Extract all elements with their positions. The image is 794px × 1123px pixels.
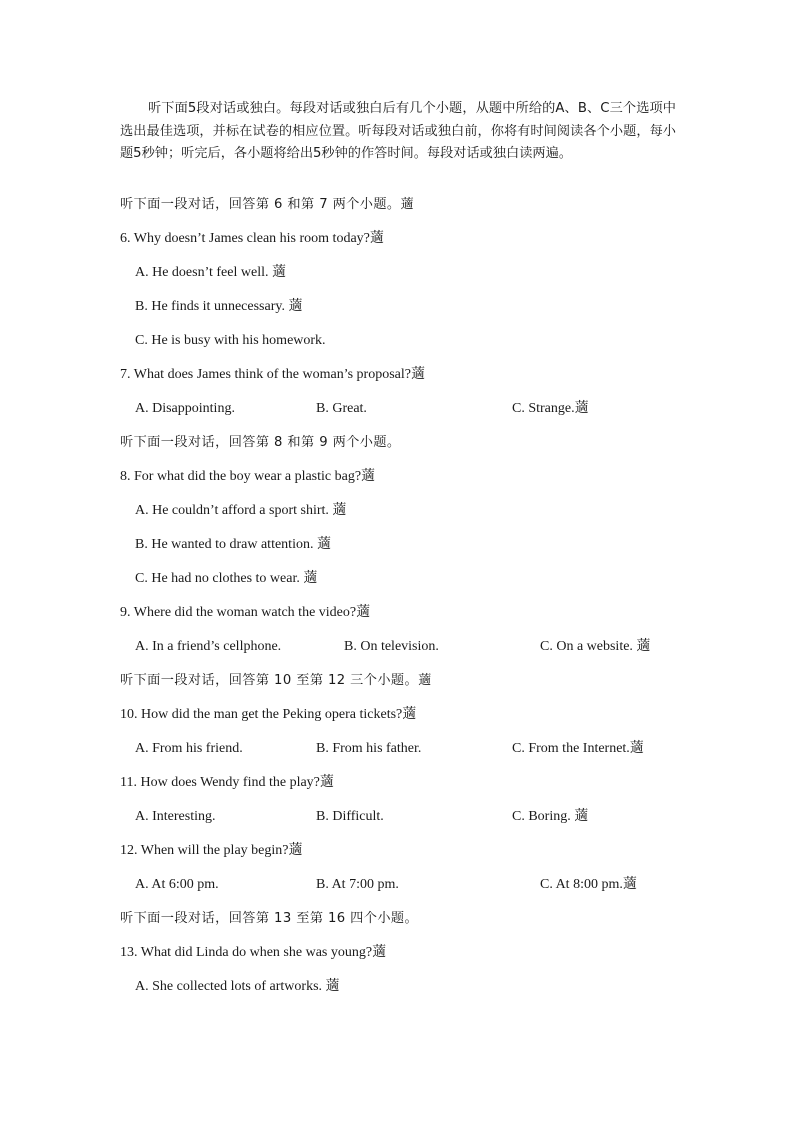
section-heading-3: 听下面一段对话，回答第 10 至第 12 三个小题。藡	[120, 673, 432, 688]
q8-option-a: A. He couldn’t afford a sport shirt. 藡	[135, 503, 347, 518]
question-9: 9. Where did the woman watch the video?藡	[120, 605, 371, 620]
section-heading-1: 听下面一段对话，回答第 6 和第 7 两个小题。藡	[120, 197, 415, 212]
question-12: 12. When will the play begin?藡	[120, 843, 303, 858]
q6-option-c: C. He is busy with his homework.	[135, 333, 326, 348]
question-11: 11. How does Wendy find the play?藡	[120, 775, 334, 790]
q12-option-a: A. At 6:00 pm.	[135, 877, 219, 892]
q6-option-a: A. He doesn’t feel well. 藡	[135, 265, 286, 280]
q12-option-c: C. At 8:00 pm.藡	[540, 877, 637, 892]
q10-option-c: C. From the Internet.藡	[512, 741, 644, 756]
question-10: 10. How did the man get the Peking opera tickets?藡	[120, 707, 417, 722]
q10-option-a: A. From his friend.	[135, 741, 243, 756]
q12-option-b: B. At 7:00 pm.	[316, 877, 399, 892]
q7-option-c: C. Strange.藡	[512, 401, 589, 416]
q9-option-b: B. On television.	[344, 639, 439, 654]
question-6: 6. Why doesn’t James clean his room today?藡	[120, 231, 384, 246]
section-heading-2: 听下面一段对话，回答第 8 和第 9 两个小题。	[120, 435, 401, 450]
q13-option-a: A. She collected lots of artworks. 藡	[135, 979, 340, 994]
q11-option-b: B. Difficult.	[316, 809, 384, 824]
q10-option-b: B. From his father.	[316, 741, 422, 756]
q9-option-a: A. In a friend’s cellphone.	[135, 639, 282, 654]
q11-option-a: A. Interesting.	[135, 809, 216, 824]
q7-option-a: A. Disappointing.	[135, 401, 235, 416]
section-heading-4: 听下面一段对话，回答第 13 至第 16 四个小题。	[120, 911, 419, 926]
q7-option-b: B. Great.	[316, 401, 367, 416]
q8-option-b: B. He wanted to draw attention. 藡	[135, 537, 331, 552]
q9-option-c: C. On a website. 藡	[540, 639, 651, 654]
q8-option-c: C. He had no clothes to wear. 藡	[135, 571, 318, 586]
question-7: 7. What does James think of the woman’s proposal?藡	[120, 367, 425, 382]
q6-option-b: B. He finds it unnecessary. 藡	[135, 299, 303, 314]
question-8: 8. For what did the boy wear a plastic bag?藡	[120, 469, 376, 484]
question-13: 13. What did Linda do when she was young?藡	[120, 945, 387, 960]
instructions-paragraph: 听下面5段对话或独白。每段对话或独白后有几个小题，从题中所给的A、B、C三个选项中选出最佳选项，并标在试卷的相应位置。听每段对话或独白前，你将有时间阅读各个小题，每小题5秒钟；听完后，各小题将给出5秒钟的作答时间。每段对话或独白读两遍。	[120, 101, 676, 162]
q11-option-c: C. Boring. 藡	[512, 809, 589, 824]
